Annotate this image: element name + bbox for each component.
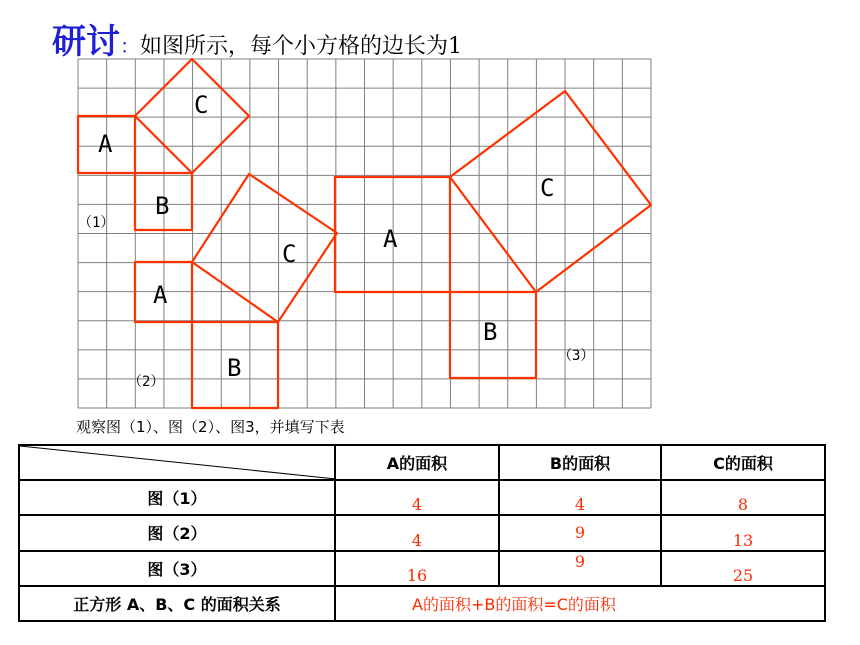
instruction-text: 观察图（1）、图（2）、图3，并填写下表 bbox=[76, 418, 345, 436]
fig3-label-b: B bbox=[483, 318, 498, 346]
fig1-square-c bbox=[135, 59, 249, 173]
area-a-value: 4 bbox=[335, 515, 499, 550]
diagonal-header-cell bbox=[19, 445, 335, 480]
area-c-value: 25 bbox=[661, 551, 825, 586]
row-label: 图（3） bbox=[19, 551, 335, 586]
area-a-value: 4 bbox=[335, 480, 499, 515]
table-row bbox=[19, 480, 825, 515]
fig1-caption: （1） bbox=[78, 215, 115, 231]
table-row bbox=[19, 551, 825, 586]
area-c-value: 8 bbox=[661, 480, 825, 515]
fig3-label-a: A bbox=[383, 225, 398, 253]
area-b-value: 9 bbox=[499, 551, 661, 586]
row-label: 图（1） bbox=[19, 480, 335, 515]
fig2-caption: （2） bbox=[128, 374, 165, 390]
header-a-area: A的面积 bbox=[335, 445, 499, 480]
area-table bbox=[18, 444, 826, 622]
fig2-label-b: B bbox=[227, 354, 242, 382]
fig1-label-a: A bbox=[98, 130, 113, 158]
fig2-label-a: A bbox=[153, 281, 168, 309]
fig2-square-c bbox=[192, 174, 337, 322]
fig3-caption: （3） bbox=[558, 348, 595, 364]
header-b-area: B的面积 bbox=[499, 445, 661, 480]
relation-label: 正方形 A、B、C 的面积关系 bbox=[19, 586, 335, 621]
fig3-label-c: C bbox=[540, 174, 555, 202]
area-a-value: 16 bbox=[335, 551, 499, 586]
relation-row bbox=[19, 586, 825, 621]
title-colon: ： bbox=[120, 34, 140, 58]
area-b-value: 4 bbox=[499, 480, 661, 515]
diagonal-line bbox=[20, 446, 336, 479]
area-b-value: 9 bbox=[499, 515, 661, 550]
fig2-label-c: C bbox=[282, 240, 297, 268]
fig1-label-c: C bbox=[194, 91, 209, 119]
relation-value: A的面积+B的面积=C的面积 bbox=[335, 586, 825, 621]
fig1-label-b: B bbox=[155, 192, 170, 220]
table-row bbox=[19, 515, 825, 550]
title-keyword: 研讨 bbox=[52, 22, 120, 62]
title-text: 如图所示，每个小方格的边长为1 bbox=[140, 34, 462, 59]
header-c-area: C的面积 bbox=[661, 445, 825, 480]
table-header-row bbox=[19, 445, 825, 480]
area-c-value: 13 bbox=[661, 515, 825, 550]
row-label: 图（2） bbox=[19, 515, 335, 550]
